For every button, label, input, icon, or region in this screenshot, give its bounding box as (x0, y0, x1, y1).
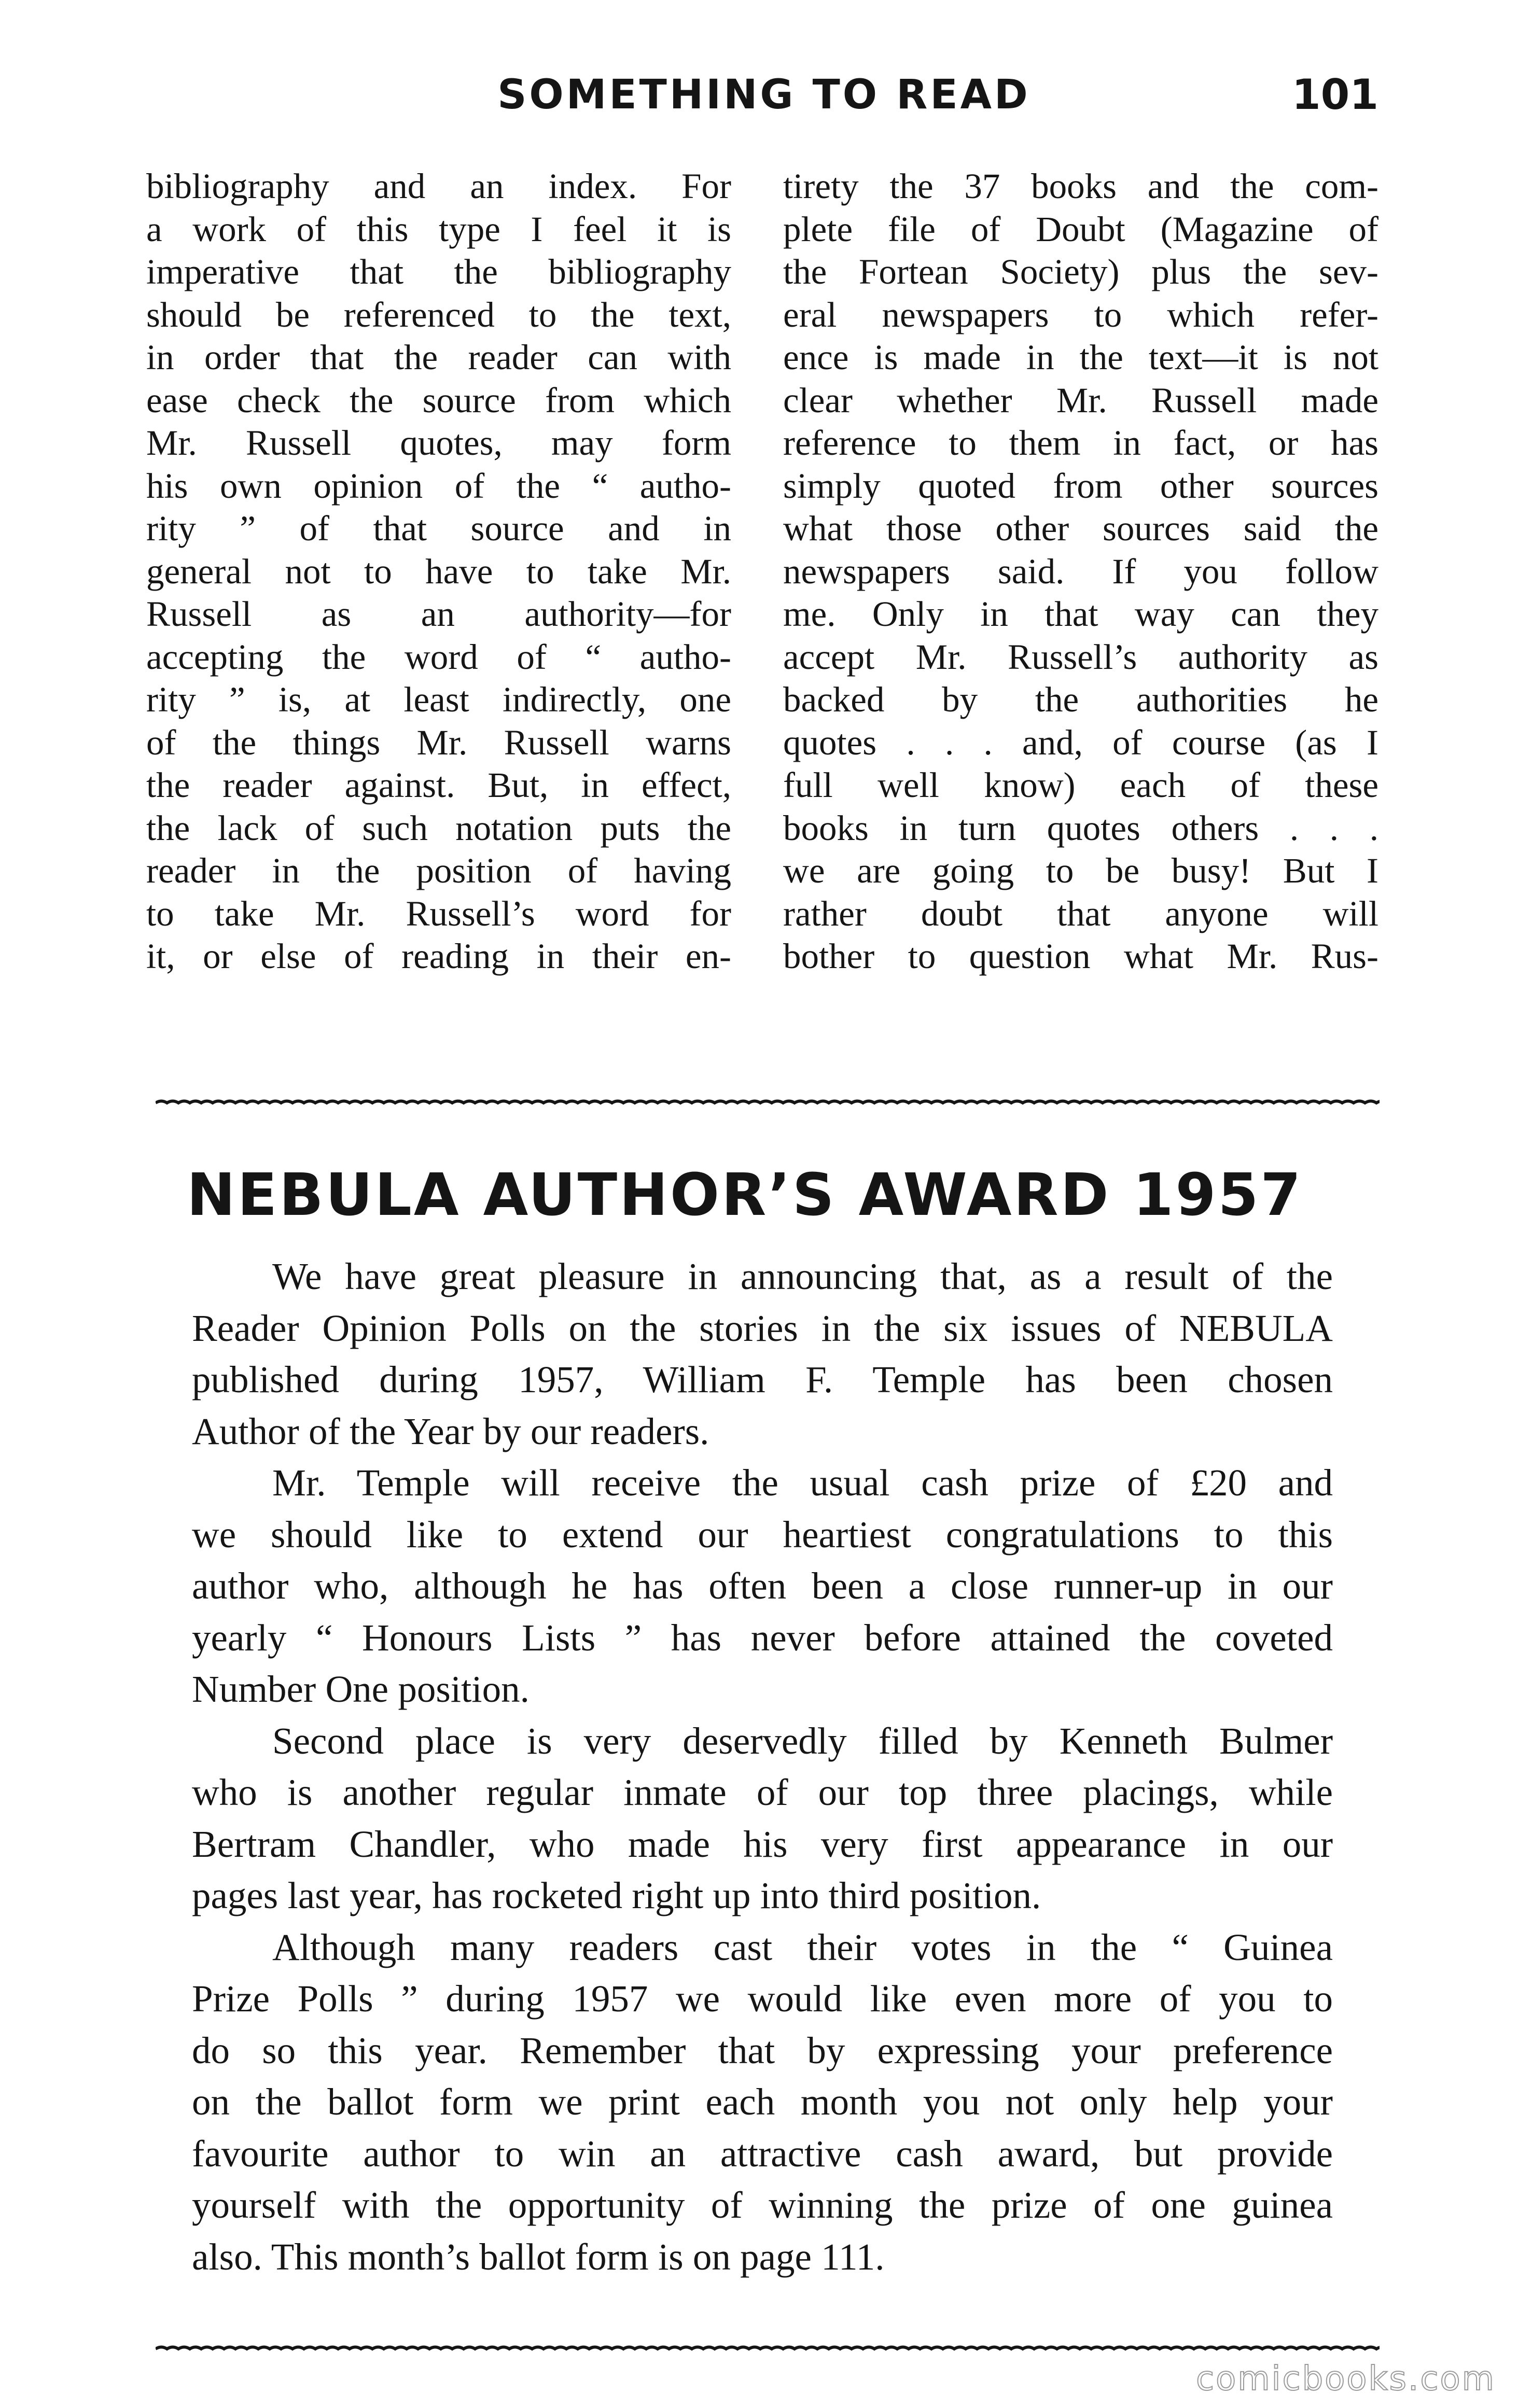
text-line: quotes . . . and, of course (as I (783, 722, 1378, 762)
left-text-column (146, 165, 731, 978)
section-title: NEBULA AUTHOR’S AWARD 1957 (187, 1161, 1303, 1229)
text-line: we are going to be busy! But I (783, 851, 1378, 890)
text-line: Russell as an authority—for (146, 594, 731, 634)
text-line: do so this year. Remember that by expressing your preference (192, 2029, 1333, 2071)
wavy-rule-path (156, 2347, 1380, 2349)
text-line: tirety the 37 books and the com- (783, 166, 1378, 206)
text-line: Prize Polls ” during 1957 we would like even more of you to (192, 1978, 1333, 2020)
wavy-divider (156, 1095, 1380, 1111)
text-line: it, or else of reading in their en- (146, 936, 731, 976)
text-line: clear whether Mr. Russell made (783, 380, 1378, 420)
text-line: rity ” of that source and in (146, 509, 731, 548)
text-line: favourite author to win an attractive cash award, but provide (192, 2132, 1333, 2175)
text-line: ease check the source from which (146, 380, 731, 420)
text-line: should be referenced to the text, (146, 295, 731, 334)
text-line: Author of the Year by our readers. (192, 1410, 709, 1452)
text-line: eral newspapers to which refer- (783, 295, 1378, 334)
award-article (192, 1251, 1333, 2283)
text-line: Bertram Chandler, who made his very first appearance in our (192, 1823, 1333, 1865)
watermark: comicbooks.com (1195, 2360, 1496, 2398)
text-line: rather doubt that anyone will (783, 893, 1378, 933)
text-line: full well know) each of these (783, 765, 1378, 805)
text-line: his own opinion of the “ autho- (146, 466, 731, 506)
text-line: newspapers said. If you follow (783, 551, 1378, 591)
text-line: rity ” is, at least indirectly, one (146, 680, 731, 719)
wavy-divider (156, 2341, 1380, 2357)
text-line: Second place is very deservedly filled by Kenneth Bulmer (272, 1719, 1333, 1762)
text-line: me. Only in that way can they (783, 594, 1378, 634)
text-line: yourself with the opportunity of winning the prize of one guinea (192, 2184, 1333, 2226)
text-line: Mr. Russell quotes, may form (146, 423, 731, 463)
text-line: on the ballot form we print each month you not only help your (192, 2081, 1333, 2123)
text-line: general not to have to take Mr. (146, 551, 731, 591)
running-title: SOMETHING TO READ (497, 72, 1030, 118)
text-line: Mr. Temple will receive the usual cash prize of £20 and (272, 1462, 1333, 1504)
text-line: who is another regular inmate of our top three placings, while (192, 1771, 1333, 1813)
text-line: books in turn quotes others . . . (783, 808, 1378, 848)
text-line: published during 1957, William F. Temple has been chosen (192, 1359, 1333, 1401)
text-line: to take Mr. Russell’s word for (146, 893, 731, 933)
text-line: simply quoted from other sources (783, 466, 1378, 506)
text-line: backed by the authorities he (783, 680, 1378, 719)
text-line: pages last year, has rocketed right up into third position. (192, 1874, 1041, 1916)
text-line: we should like to extend our heartiest congratulations to this (192, 1513, 1333, 1556)
text-line: the lack of such notation puts the (146, 808, 731, 848)
wavy-rule-path (156, 1101, 1380, 1103)
text-line: Reader Opinion Polls on the stories in the six issues of NEBULA (192, 1307, 1333, 1349)
text-line: the reader against. But, in effect, (146, 765, 731, 805)
text-line: plete file of Doubt (Magazine of (783, 209, 1378, 249)
text-line: imperative that the bibliography (146, 252, 731, 291)
text-line: bibliography and an index. For (146, 166, 731, 206)
text-line: accepting the word of “ autho- (146, 637, 731, 677)
text-line: We have great pleasure in announcing that, as a result of the (272, 1255, 1333, 1297)
text-line: the Fortean Society) plus the sev- (783, 252, 1378, 291)
text-line: what those other sources said the (783, 509, 1378, 548)
text-line: ence is made in the text—it is not (783, 338, 1378, 377)
text-line: reference to them in fact, or has (783, 423, 1378, 463)
text-line: author who, although he has often been a close runner-up in our (192, 1565, 1333, 1607)
running-header (149, 66, 1378, 123)
text-line: bother to question what Mr. Rus- (783, 936, 1378, 976)
text-line: in order that the reader can with (146, 338, 731, 377)
text-line: reader in the position of having (146, 851, 731, 890)
page-number: 101 (1292, 71, 1378, 119)
text-line: yearly “ Honours Lists ” has never before attained the coveted (192, 1616, 1333, 1659)
wavy-rule (156, 2341, 1380, 2357)
text-line: also. This month’s ballot form is on page 111. (192, 2235, 885, 2278)
right-text-column (783, 165, 1378, 978)
text-line: accept Mr. Russell’s authority as (783, 637, 1378, 677)
text-line: a work of this type I feel it is (146, 209, 731, 249)
text-line: Although many readers cast their votes in the “ Guinea (272, 1926, 1333, 1968)
text-line: Number One position. (192, 1668, 530, 1710)
wavy-rule (156, 1095, 1380, 1111)
text-line: of the things Mr. Russell warns (146, 722, 731, 762)
